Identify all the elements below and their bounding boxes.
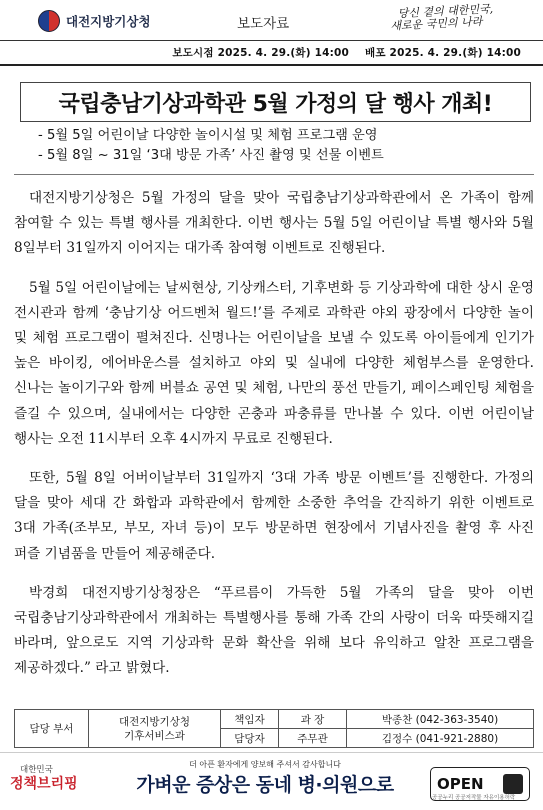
open-caption: 공공누리 공공저작물 자유이용허락 <box>432 795 516 801</box>
press-release-label: 보도자료 <box>237 16 290 32</box>
body-divider <box>14 174 534 175</box>
contact-person: 김정수 (041-921-2880) <box>347 729 534 748</box>
government-slogan <box>387 1 533 33</box>
paragraph: 박경희 대전지방기상청장은 “푸르름이 가득한 5월 가족의 달을 맞아 이번 국립충남기상과학관에서 개최하는 특별행사를 통해 가족 간의 사랑이 더욱 따뜻해지길 바라며, 앞으로도 지역 기상과학 문화 확산을 위해 보다 유익하고 알찬 프로그램을 제공하겠다.” 라고 밝혔다. <box>14 584 534 677</box>
contact-role: 책임자 <box>221 710 279 729</box>
paragraph: 대전지방기상청은 5월 가정의 달을 맞아 국립충남기상과학관에서 온 가족이 함께 참여할 수 있는 특별 행사를 개최한다. 이번 행사는 5월 5일 어린이날 특별 행사와 5월 8일부터 31일까지 이어지는 대가족 참여형 이벤트로 진행된다. <box>14 190 534 257</box>
banner-subtext: 더 아픈 환자에게 양보해 주셔서 감사합니다 <box>189 760 341 769</box>
contact-person: 박종찬 (042-363-3540) <box>347 710 534 729</box>
contact-title: 과 장 <box>279 710 347 729</box>
policy-briefing-logo <box>10 763 78 791</box>
banner-main-text: 가벼운 증상은 동네 병·의원으로 <box>136 774 394 796</box>
headline-box <box>20 82 531 122</box>
header-divider <box>0 40 543 41</box>
license-type-icon <box>503 774 523 794</box>
agency-name: 대전지방기상청 <box>66 14 151 29</box>
dept-name <box>89 710 221 748</box>
page-footer <box>0 752 543 810</box>
brief-big-text: 정책브리핑 <box>10 776 78 792</box>
release-info <box>172 45 521 60</box>
contact-role: 담당자 <box>221 729 279 748</box>
page-header <box>0 0 543 40</box>
contact-table <box>14 709 534 748</box>
agency-logo <box>38 10 151 32</box>
taegeuk-emblem-icon <box>38 10 60 32</box>
distribution-time: 배포 2025. 4. 29.(화) 14:00 <box>365 47 521 59</box>
report-time: 보도시점 2025. 4. 29.(화) 14:00 <box>172 47 350 59</box>
headline: 국립충남기상과학관 5월 가정의 달 행사 개최! <box>58 91 493 117</box>
open-label: OPEN <box>437 775 484 793</box>
summary-bullet: - 5월 8일 ~ 31일 ‘3대 방문 가족’ 사진 촬영 및 선물 이벤트 <box>38 148 384 163</box>
article-body <box>14 186 534 696</box>
dept-line-1: 대전지방기상청 <box>118 715 190 728</box>
paragraph: 5월 5일 어린이날에는 날씨현상, 기상캐스터, 기후변화 등 기상과학에 대한 상시 운영 전시관과 함께 ‘충남기상 어드벤처 월드!’를 주제로 과학관 야외 광장에서 다양한 놀이 및 체험 프로그램이 펼쳐진다. 신명나는 어린이날을 보낼 수 있도록 아이들에게 인기가 높은 바이킹, 에어바운스를 설치하고 야외 및 실내에 다양한 체험부스를 운영한다. 신나는 놀이기구와 함께 버블쇼 공연 및 체험, 나만의 풍선 만들기, 페이스페인팅 체험을 즐길 수 있으며, 실내에서는 다양한 곤충과 파충류를 만나볼 수 있다. 이번 어린이날 행사는 오전 11시부터 오후 4시까지 무료로 진행된다. <box>14 279 534 447</box>
summary-bullet: - 5월 5일 어린이날 다양한 놀이시설 및 체험 프로그램 운영 <box>38 128 378 143</box>
slogan-line-1: 당신 곁의 대한민국, <box>397 2 494 21</box>
contact-title: 주무관 <box>279 729 347 748</box>
paragraph: 또한, 5월 8일 어버이날부터 31일까지 ‘3대 가족 방문 이벤트’를 진행한다. 가정의 달을 맞아 세대 간 화합과 과학관에서 함께한 소중한 추억을 간직하기 위한 이벤트로 3대 가족(조부모, 부모, 자녀 등)이 모두 방문하면 현장에서 기념사진을 촬영 후 사진 퍼즐 기념품을 만들어 제공해준다. <box>14 470 534 562</box>
campaign-banner <box>120 759 410 797</box>
table-row <box>15 710 534 729</box>
slogan-line-2: 새로운 국민의 나라 <box>390 14 483 33</box>
dept-line-2: 기후서비스과 <box>124 729 185 742</box>
summary-bullets <box>38 126 384 166</box>
dept-label: 담당 부서 <box>15 710 89 748</box>
release-divider <box>0 64 543 66</box>
brief-small-text: 대한민국 <box>20 765 53 775</box>
